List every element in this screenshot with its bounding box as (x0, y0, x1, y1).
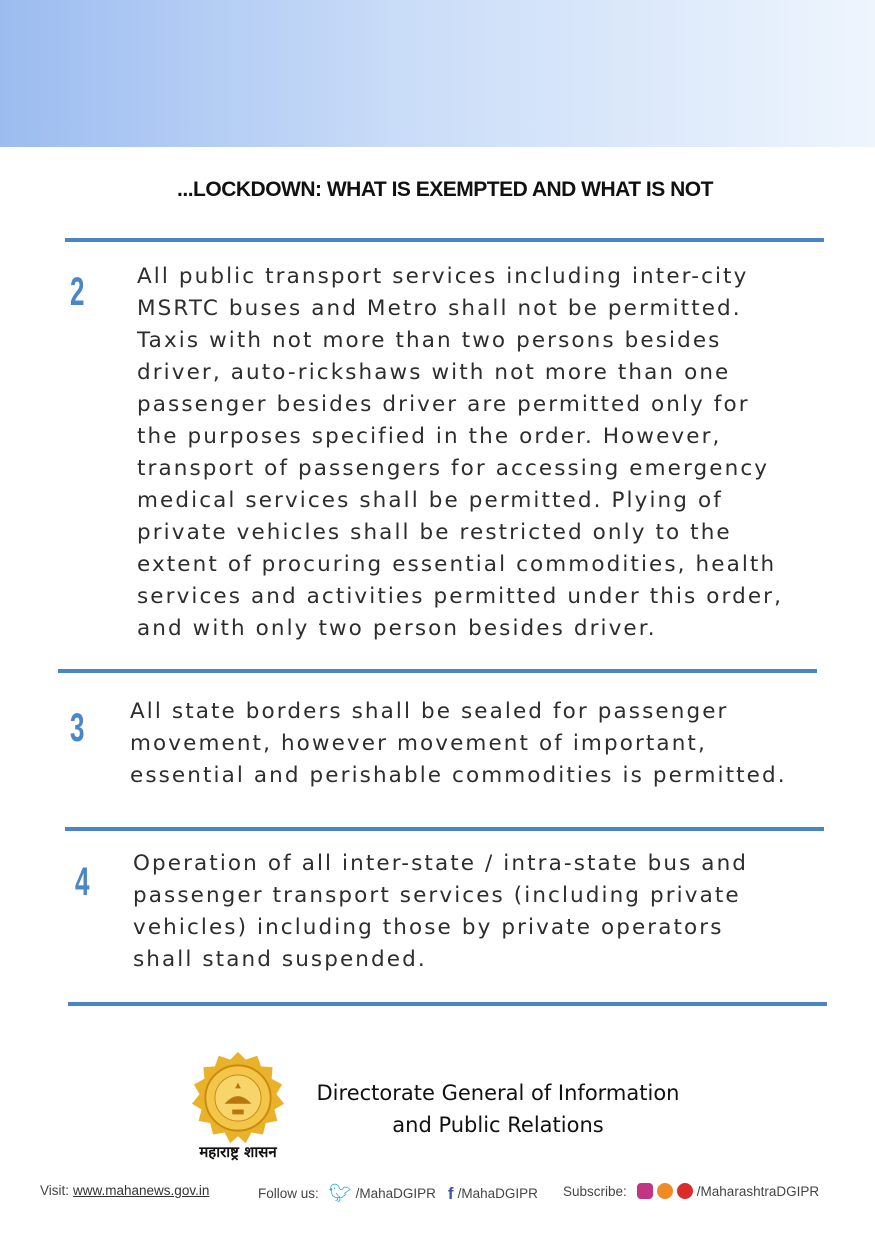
footer-follow (258, 1183, 538, 1204)
text-line: medical services shall be permitted. Plying of (137, 488, 723, 513)
text-line: passenger transport services (including private (133, 883, 741, 908)
text-line: the purposes specified in the order. However, (137, 424, 722, 449)
footer-visit (40, 1183, 209, 1198)
item-text (130, 696, 787, 792)
visit-label: Visit: (40, 1183, 70, 1198)
text-line: shall stand suspended. (133, 947, 427, 972)
text-line: Taxis with not more than two persons besides (137, 328, 722, 353)
subscribe-handle[interactable]: /MaharashtraDGIPR (696, 1183, 820, 1199)
divider (58, 669, 817, 673)
text-line: All state borders shall be sealed for passenger (130, 699, 729, 724)
text-line: All public transport services including inter-city (137, 264, 749, 289)
item-number: 2 (70, 270, 85, 314)
divider (65, 827, 824, 831)
page-title: ...LOCKDOWN: WHAT IS EXEMPTED AND WHAT IS NOT (177, 178, 713, 201)
subscribe-label: Subscribe: (563, 1183, 627, 1199)
text-line: Operation of all inter-state / intra-state bus and (133, 851, 749, 876)
website-link[interactable]: www.mahanews.gov.in (73, 1183, 210, 1198)
header-banner (0, 0, 875, 147)
item-text (137, 261, 783, 645)
facebook-handle[interactable]: /MahaDGIPR (457, 1186, 538, 1201)
facebook-icon: f (447, 1183, 454, 1203)
text-line: and with only two person besides driver. (137, 616, 657, 641)
instagram-icon (637, 1183, 653, 1199)
blogger-icon (657, 1183, 673, 1199)
text-line: vehicles) including those by private operators (133, 915, 724, 940)
maharashtra-seal-icon (190, 1050, 286, 1146)
twitter-handle[interactable]: /MahaDGIPR (355, 1186, 436, 1201)
text-line: private vehicles shall be restricted only to the (137, 520, 732, 545)
footer-subscribe (563, 1183, 819, 1199)
org-line-2: and Public Relations (392, 1113, 604, 1137)
divider (65, 238, 824, 242)
item-text (133, 848, 748, 976)
text-line: MSRTC buses and Metro shall not be permitted. (137, 296, 742, 321)
seal-text: महाराष्ट्र शासन (199, 1143, 277, 1161)
text-line: transport of passengers for accessing emergency (137, 456, 770, 481)
text-line: movement, however movement of important, (130, 731, 707, 756)
item-number: 4 (75, 860, 90, 904)
org-line-1: Directorate General of Information (316, 1081, 680, 1105)
follow-label: Follow us: (258, 1186, 319, 1201)
twitter-icon: 🐦︎ (328, 1183, 352, 1203)
youtube-icon (677, 1183, 693, 1199)
text-line: services and activities permitted under this order, (137, 584, 784, 609)
text-line: passenger besides driver are permitted only for (137, 392, 750, 417)
text-line: essential and perishable commodities is permitted. (130, 763, 787, 788)
divider (68, 1002, 827, 1006)
organization-name (300, 1077, 696, 1141)
item-number: 3 (70, 706, 85, 750)
text-line: extent of procuring essential commodities, health (137, 552, 777, 577)
text-line: driver, auto-rickshaws with not more than one (137, 360, 731, 385)
